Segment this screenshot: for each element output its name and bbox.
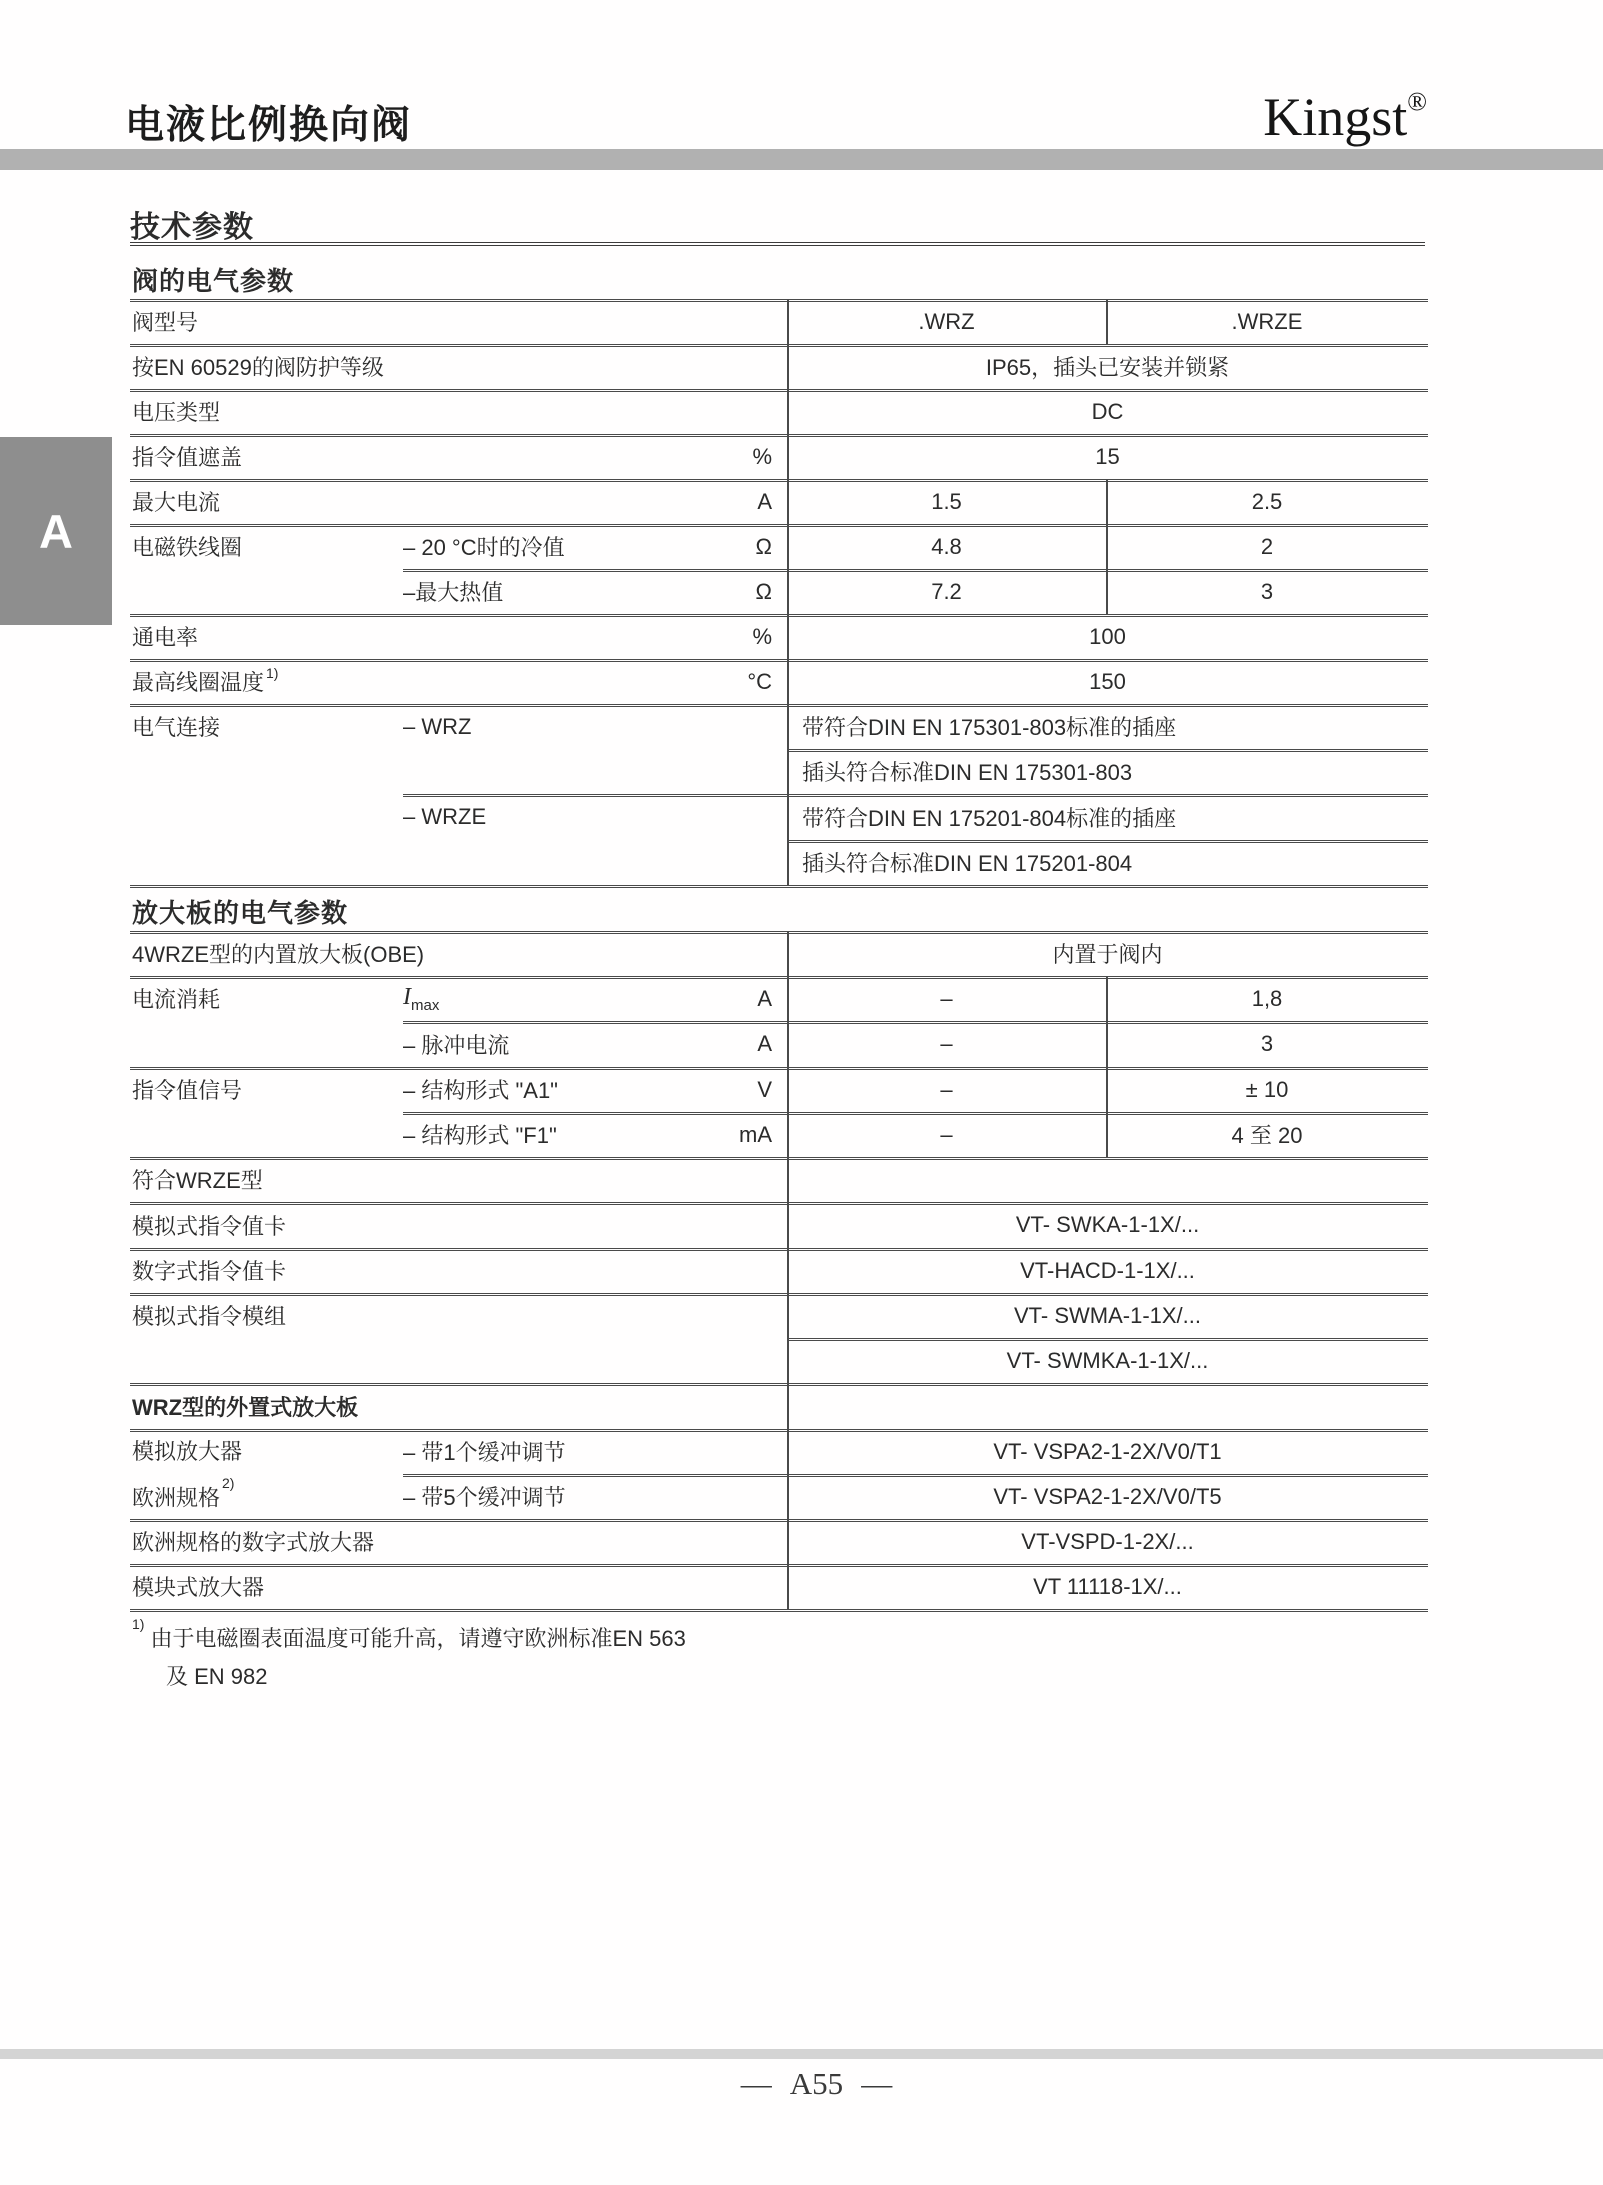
t2-r1-label: 电流消耗	[132, 987, 221, 1012]
t1-r7-unit: %	[752, 623, 772, 649]
brand-name: Kingst	[1263, 87, 1408, 147]
t2-r1-value2: 1,8	[1251, 985, 1283, 1011]
t1-r10-value: 插头符合标准DIN EN 175301-803	[802, 760, 1133, 785]
t2-r3-unit: V	[757, 1076, 772, 1102]
t1-r2-value: DC	[1091, 398, 1124, 424]
t1-r0-value1: .WRZ	[918, 308, 975, 334]
footnote-1-continued: 及 EN 982	[166, 1664, 268, 1689]
section-title-underline	[130, 242, 1425, 246]
t1-r8-unit: °C	[747, 668, 772, 694]
t2-r12-value: VT- VSPA2-1-2X/V0/T5	[993, 1483, 1222, 1509]
t2-r0-label: 4WRZE型的内置放大板(OBE)	[132, 942, 425, 967]
page-number	[30, 2066, 1603, 2102]
t1-r0-value2: .WRZE	[1231, 308, 1303, 334]
page-number-dash-right: —	[861, 2066, 893, 2101]
table-rule	[130, 1609, 1428, 1612]
t2-r3-label: 指令值信号	[132, 1078, 243, 1103]
t1-r3-value: 15	[1095, 443, 1120, 469]
t1-r6-value1: 7.2	[931, 578, 962, 604]
t1-r7-value: 100	[1089, 623, 1126, 649]
t1-r2-label: 电压类型	[132, 400, 221, 425]
page-number-value: A55	[789, 2066, 844, 2101]
t1-r7-label: 通电率	[132, 625, 199, 650]
t2-r14-value: VT 11118-1X/...	[1033, 1573, 1182, 1599]
t2-r4-value2: 4 至 20	[1231, 1123, 1303, 1148]
t1-r3-label: 指令值遮盖	[132, 445, 243, 470]
t2-r0-value: 内置于阀内	[1052, 942, 1163, 967]
table1-heading: 阀的电气参数	[132, 266, 295, 296]
t1-r8-label	[132, 659, 532, 704]
t1-r8-value: 150	[1089, 668, 1126, 694]
t2-r2-unit: A	[757, 1031, 772, 1056]
t2-r9-value: VT- SWMKA-1-1X/...	[1006, 1347, 1209, 1373]
t1-r4-unit: A	[757, 488, 772, 514]
t2-r5-label: 符合WRZE型	[132, 1168, 263, 1193]
t2-r11-value: VT- VSPA2-1-2X/V0/T1	[993, 1438, 1222, 1464]
t2-r3-value1: –	[940, 1076, 953, 1102]
t1-r5-value1: 4.8	[931, 533, 962, 559]
t2-r11-label-line2-text: 欧洲规格	[132, 1485, 221, 1511]
footnote-ref-1: 1)	[266, 664, 279, 681]
t2-r11-sublabel: – 带1个缓冲调节	[403, 1440, 566, 1465]
t1-r6-value2: 3	[1260, 578, 1274, 604]
t2-r13-label: 欧洲规格的数字式放大器	[132, 1530, 375, 1555]
t2-r8-value: VT- SWMA-1-1X/...	[1013, 1302, 1202, 1328]
t1-r11-value: 带符合DIN EN 175201-804标准的插座	[802, 805, 1177, 831]
t2-r1-unit: A	[757, 985, 772, 1011]
footnote-1-marker: 1)	[132, 1615, 145, 1632]
t1-r5-unit: Ω	[755, 533, 772, 559]
t2-r3-sublabel: – 结构形式 "A1"	[403, 1078, 558, 1103]
page-title: 电液比例换向阀	[125, 104, 413, 147]
t1-r11-sublabel: – WRZE	[403, 804, 487, 829]
t2-r1-value1: –	[940, 985, 953, 1011]
current-symbol-sub: max	[411, 996, 440, 1014]
t2-r11-label-line2	[132, 1472, 242, 1518]
t1-r4-label: 最大电流	[132, 490, 221, 515]
table-rule	[130, 885, 1428, 888]
t1-r5-label: 电磁铁线圈	[132, 535, 243, 560]
footer-divider-bar	[0, 2049, 1603, 2059]
t2-r4-value1: –	[940, 1121, 953, 1147]
t2-r6-label: 模拟式指令值卡	[132, 1213, 287, 1239]
t1-r12-value: 插头符合标准DIN EN 175201-804	[802, 851, 1133, 876]
t2-r4-unit: mA	[739, 1121, 772, 1147]
t1-r1-value: IP65，插头已安装并锁紧	[985, 355, 1230, 380]
footnote-ref-2: 2)	[222, 1475, 235, 1491]
footnote-1	[132, 1615, 686, 1653]
chapter-tab	[0, 437, 112, 625]
t2-r13-value: VT-VSPD-1-2X/...	[1021, 1528, 1194, 1554]
registered-trademark-icon: ®	[1407, 87, 1427, 116]
t1-r4-value1: 1.5	[931, 488, 962, 514]
t1-r9-sublabel: – WRZ	[403, 713, 472, 739]
t1-r5-sublabel: – 20 °C时的冷值	[403, 535, 565, 560]
current-symbol: I	[403, 983, 411, 1010]
t2-r7-value: VT-HACD-1-1X/...	[1020, 1257, 1195, 1283]
t1-r4-value2: 2.5	[1251, 488, 1283, 514]
t2-r6-value: VT- SWKA-1-1X/...	[1015, 1212, 1200, 1237]
t1-r8-label-text: 最高线圈温度	[132, 670, 265, 695]
section-title: 技术参数	[130, 211, 254, 244]
t2-r2-value2: 3	[1260, 1031, 1274, 1056]
t1-r9-value: 带符合DIN EN 175301-803标准的插座	[802, 715, 1177, 740]
table2-heading: 放大板的电气参数	[132, 898, 349, 928]
page-number-dash-left: —	[740, 2066, 772, 2101]
t2-r12-sublabel: – 带5个缓冲调节	[403, 1485, 566, 1510]
t2-r14-label: 模块式放大器	[132, 1575, 265, 1600]
t2-r10-label: WRZ型的外置式放大板	[132, 1394, 359, 1420]
t2-r8-label: 模拟式指令模组	[132, 1304, 287, 1329]
t1-r0-label: 阀型号	[132, 310, 199, 335]
chapter-tab-label: A	[39, 504, 73, 558]
t2-r11-label-line1: 模拟放大器	[132, 1439, 243, 1464]
t1-r5-value2: 2	[1260, 533, 1274, 559]
t2-r4-sublabel: – 结构形式 "F1"	[403, 1123, 557, 1148]
header-divider-bar	[0, 149, 1603, 170]
t1-r3-unit: %	[752, 443, 772, 469]
t2-r11-label	[132, 1432, 242, 1518]
t2-r2-value1: –	[940, 1031, 953, 1056]
brand-logo	[1263, 86, 1427, 148]
t2-r7-label: 数字式指令值卡	[132, 1259, 287, 1284]
t1-r6-unit: Ω	[755, 578, 772, 604]
t1-r9-label: 电气连接	[132, 715, 221, 740]
t2-r1-symbol	[403, 976, 633, 1021]
t1-r1-label: 按EN 60529的阀防护等级	[132, 355, 384, 380]
footnote-1-text: 由于电磁圈表面温度可能升高，请遵守欧洲标准EN 563	[150, 1626, 686, 1651]
t2-r3-value2: ± 10	[1245, 1076, 1289, 1102]
t2-r2-sublabel: – 脉冲电流	[403, 1032, 510, 1058]
t1-r6-sublabel: –最大热值	[403, 580, 504, 605]
